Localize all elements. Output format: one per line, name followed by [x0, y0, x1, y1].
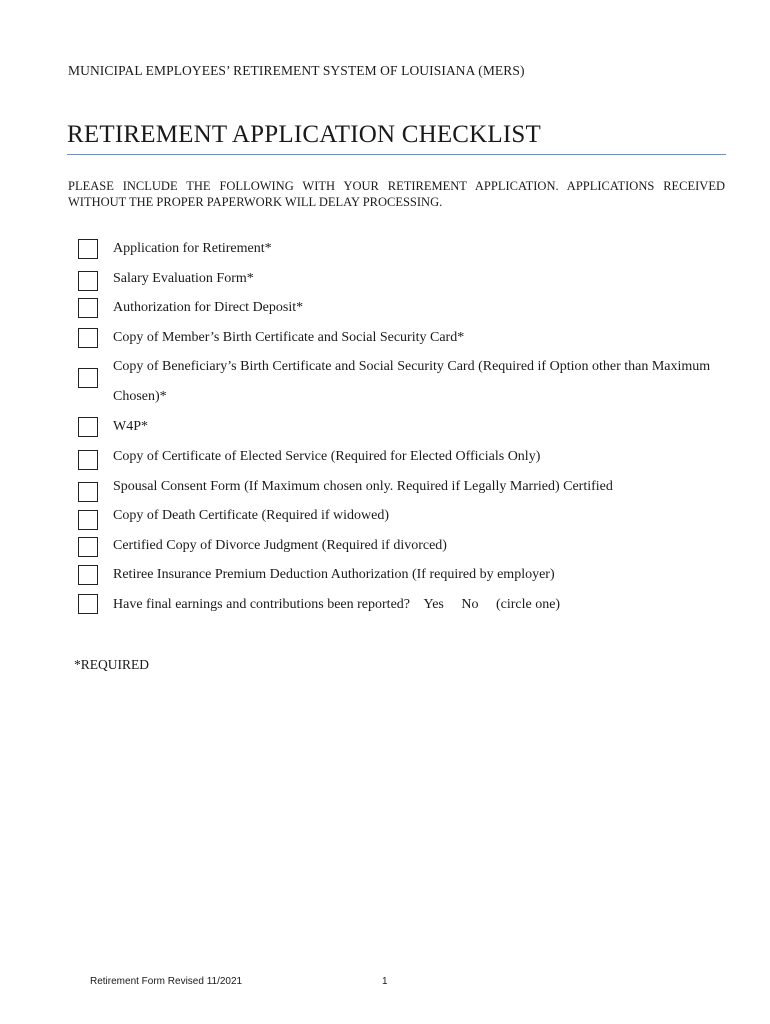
checklist-item-label: Copy of Beneficiary’s Birth Certificate and Social Security Card (Required if Option other than Maximum Chosen)*	[113, 359, 711, 404]
checklist-item-label: Have final earnings and contributions been reported? Yes No (circle one)	[113, 597, 561, 612]
checkbox-insurance-premium[interactable]	[78, 565, 98, 585]
checkbox-spousal-consent[interactable]	[78, 482, 98, 502]
checklist-item-label: Retiree Insurance Premium Deduction Authorization (If required by employer)	[113, 567, 555, 582]
checkbox-beneficiary-birth-certificate[interactable]	[78, 368, 98, 388]
checkbox-w4p[interactable]	[78, 417, 98, 437]
checklist-item-label: Certified Copy of Divorce Judgment (Required if divorced)	[113, 538, 447, 553]
checkbox-death-certificate[interactable]	[78, 510, 98, 530]
checklist-item-label: Spousal Consent Form (If Maximum chosen only. Required if Legally Married) Certified	[113, 479, 613, 494]
organization-header: MUNICIPAL EMPLOYEES’ RETIREMENT SYSTEM OF LOUISIANA (MERS)	[68, 63, 525, 78]
footer-page-number: 1	[382, 976, 388, 987]
checkbox-member-birth-certificate[interactable]	[78, 328, 98, 348]
checklist-item-label: Salary Evaluation Form*	[113, 271, 254, 286]
checkbox-direct-deposit[interactable]	[78, 298, 98, 318]
title-underline	[67, 154, 726, 155]
checkbox-elected-service[interactable]	[78, 450, 98, 470]
checklist-item-label: W4P*	[113, 419, 148, 434]
checkbox-divorce-judgment[interactable]	[78, 537, 98, 557]
checklist-item-label: Copy of Death Certificate (Required if widowed)	[113, 508, 390, 523]
required-note: *REQUIRED	[74, 657, 149, 672]
checkbox-final-earnings[interactable]	[78, 594, 98, 614]
instructions-text: PLEASE INCLUDE THE FOLLOWING WITH YOUR RETIREMENT APPLICATION. APPLICATIONS RECEIVED WITHOUT THE PROPER PAPERWORK WILL DELAY PROCESSING.	[68, 179, 725, 209]
page-title: RETIREMENT APPLICATION CHECKLIST	[67, 121, 542, 148]
checkbox-salary-evaluation[interactable]	[78, 271, 98, 291]
checklist-item-label: Application for Retirement*	[113, 241, 272, 256]
checklist-item-label: Copy of Member’s Birth Certificate and Social Security Card*	[113, 330, 465, 345]
checklist-item-label: Copy of Certificate of Elected Service (Required for Elected Officials Only)	[113, 449, 541, 464]
checkbox-application[interactable]	[78, 239, 98, 259]
footer-revision: Retirement Form Revised 11/2021	[90, 976, 243, 987]
checklist-item-label: Authorization for Direct Deposit*	[113, 300, 304, 315]
